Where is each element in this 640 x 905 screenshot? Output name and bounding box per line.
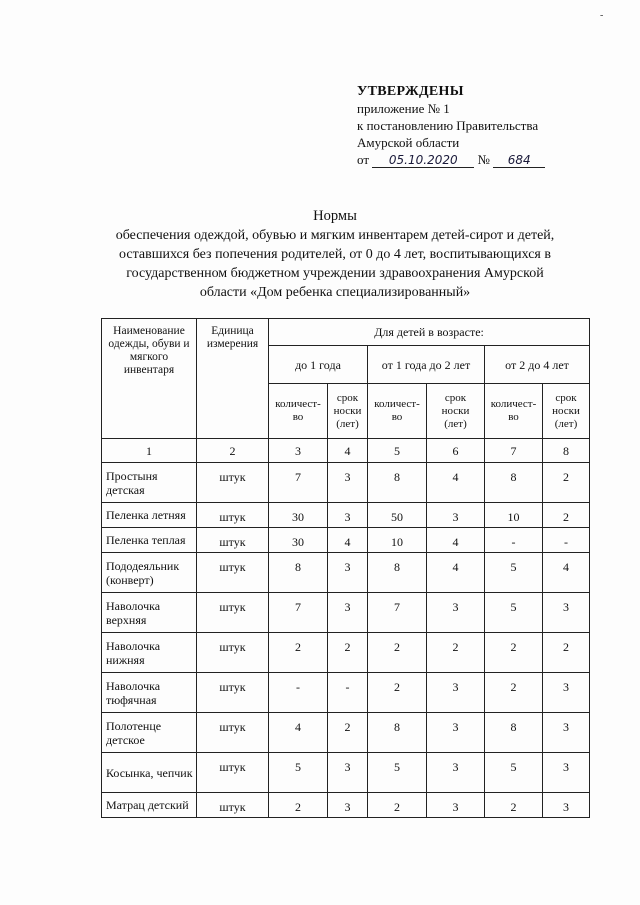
quantity-cell: 2 (485, 793, 543, 818)
wear-term-cell: 3 (427, 593, 485, 633)
item-unit: штук (197, 463, 269, 503)
item-name: Матрац детский (102, 793, 197, 818)
handwritten-date: 05.10.2020 (372, 154, 474, 168)
number-label: № (477, 152, 490, 167)
quantity-cell: 8 (368, 463, 427, 503)
table-row (102, 553, 590, 593)
header-age-group: Для детей в возрасте: (269, 319, 590, 346)
wear-term-cell: 3 (543, 793, 590, 818)
wear-term-cell: 4 (427, 528, 485, 553)
header-unit: Единица измерения (197, 319, 269, 439)
item-unit: штук (197, 593, 269, 633)
wear-term-cell: 4 (328, 528, 368, 553)
item-name: Наволочка тюфячная (102, 673, 197, 713)
quantity-cell: 5 (485, 553, 543, 593)
column-number: 8 (543, 439, 590, 463)
quantity-cell: 50 (368, 503, 427, 528)
quantity-cell: 2 (485, 633, 543, 673)
quantity-cell: 2 (269, 633, 328, 673)
quantity-cell: 30 (269, 528, 328, 553)
item-unit: штук (197, 793, 269, 818)
item-unit: штук (197, 503, 269, 528)
table-row (102, 463, 590, 503)
wear-term-cell: 2 (328, 633, 368, 673)
title-line-4: области «Дом ребенка специализированный» (199, 285, 471, 300)
approval-line-region: Амурской области (357, 135, 460, 150)
column-number: 2 (197, 439, 269, 463)
approval-date-line (357, 151, 545, 168)
title-heading: Нормы (313, 208, 357, 224)
approval-line-appendix: приложение № 1 (357, 101, 450, 116)
corner-mark: - (600, 10, 604, 21)
item-name: Пеленка летняя (102, 503, 197, 528)
quantity-cell: 2 (485, 673, 543, 713)
header-term: срок носки (лет) (328, 384, 368, 439)
quantity-cell: 7 (368, 593, 427, 633)
approval-line-resolution: к постановлению Правительства (357, 118, 539, 133)
column-number: 5 (368, 439, 427, 463)
column-number: 6 (427, 439, 485, 463)
item-unit: штук (197, 713, 269, 753)
wear-term-cell: 2 (543, 503, 590, 528)
table-row (102, 633, 590, 673)
item-unit: штук (197, 528, 269, 553)
quantity-cell: 2 (368, 673, 427, 713)
column-number-row (102, 439, 590, 463)
table-row (102, 753, 590, 793)
wear-term-cell: 3 (543, 673, 590, 713)
column-number: 1 (102, 439, 197, 463)
header-qty: количест-во (485, 384, 543, 439)
wear-term-cell: 3 (328, 553, 368, 593)
wear-term-cell: 3 (427, 673, 485, 713)
wear-term-cell: 3 (427, 713, 485, 753)
date-prefix: от (357, 152, 370, 167)
wear-term-cell: 2 (328, 713, 368, 753)
wear-term-cell: 3 (427, 753, 485, 793)
table-row (102, 713, 590, 753)
item-name: Наволочка нижняя (102, 633, 197, 673)
quantity-cell: 2 (368, 793, 427, 818)
item-name: Косынка, чепчик (102, 753, 197, 793)
item-unit: штук (197, 553, 269, 593)
item-name: Пеленка теплая (102, 528, 197, 553)
norms-table (101, 318, 590, 818)
quantity-cell: 10 (485, 503, 543, 528)
wear-term-cell: 3 (427, 503, 485, 528)
wear-term-cell: 2 (427, 633, 485, 673)
wear-term-cell: 4 (543, 553, 590, 593)
quantity-cell: 5 (485, 753, 543, 793)
document-title (90, 207, 580, 302)
title-line-1: обеспечения одеждой, обувью и мягким инвентарем детей-сирот и детей, (115, 228, 555, 243)
header-age-2-4: от 2 до 4 лет (485, 346, 590, 384)
header-qty: количест-во (368, 384, 427, 439)
column-number: 7 (485, 439, 543, 463)
quantity-cell: 8 (485, 463, 543, 503)
wear-term-cell: 4 (427, 553, 485, 593)
wear-term-cell: 3 (427, 793, 485, 818)
handwritten-number: 684 (493, 154, 545, 168)
header-qty: количест-во (269, 384, 328, 439)
wear-term-cell: 2 (543, 463, 590, 503)
header-term: срок носки (лет) (543, 384, 590, 439)
wear-term-cell: 2 (543, 633, 590, 673)
quantity-cell: 5 (485, 593, 543, 633)
quantity-cell: 8 (368, 553, 427, 593)
wear-term-cell: 3 (543, 593, 590, 633)
quantity-cell: 4 (269, 713, 328, 753)
wear-term-cell: 3 (543, 753, 590, 793)
table-row (102, 528, 590, 553)
column-number: 3 (269, 439, 328, 463)
item-name: Полотенце детское (102, 713, 197, 753)
quantity-cell: 7 (269, 463, 328, 503)
item-name: Простыня детская (102, 463, 197, 503)
wear-term-cell: 3 (328, 593, 368, 633)
table-row (102, 673, 590, 713)
table-row (102, 593, 590, 633)
wear-term-cell: 3 (328, 793, 368, 818)
title-line-3: государственном бюджетном учреждении здравоохранения Амурской (126, 266, 544, 281)
table-row (102, 503, 590, 528)
item-unit: штук (197, 673, 269, 713)
item-unit: штук (197, 753, 269, 793)
quantity-cell: 10 (368, 528, 427, 553)
quantity-cell: 2 (269, 793, 328, 818)
quantity-cell: 7 (269, 593, 328, 633)
header-age-1-2: от 1 года до 2 лет (368, 346, 485, 384)
wear-term-cell: 3 (328, 753, 368, 793)
item-name: Пододеяльник (конверт) (102, 553, 197, 593)
wear-term-cell: - (543, 528, 590, 553)
approval-stamp-block (357, 83, 545, 168)
quantity-cell: 30 (269, 503, 328, 528)
quantity-cell: 5 (368, 753, 427, 793)
table-body (102, 463, 590, 818)
quantity-cell: 5 (269, 753, 328, 793)
quantity-cell: - (269, 673, 328, 713)
item-unit: штук (197, 633, 269, 673)
wear-term-cell: 3 (328, 463, 368, 503)
quantity-cell: 8 (269, 553, 328, 593)
quantity-cell: 8 (368, 713, 427, 753)
title-line-2: оставшихся без попечения родителей, от 0 до 4 лет, воспитывающихся в (119, 247, 551, 262)
quantity-cell: - (485, 528, 543, 553)
approval-title: УТВЕРЖДЕНЫ (357, 84, 464, 99)
wear-term-cell: 3 (328, 503, 368, 528)
wear-term-cell: - (328, 673, 368, 713)
column-number: 4 (328, 439, 368, 463)
header-name: Наименование одежды, обуви и мягкого инвентаря (102, 319, 197, 439)
item-name: Наволочка верхняя (102, 593, 197, 633)
quantity-cell: 2 (368, 633, 427, 673)
table-row (102, 793, 590, 818)
header-term: срок носки (лет) (427, 384, 485, 439)
wear-term-cell: 4 (427, 463, 485, 503)
header-age-0-1: до 1 года (269, 346, 368, 384)
quantity-cell: 8 (485, 713, 543, 753)
wear-term-cell: 3 (543, 713, 590, 753)
